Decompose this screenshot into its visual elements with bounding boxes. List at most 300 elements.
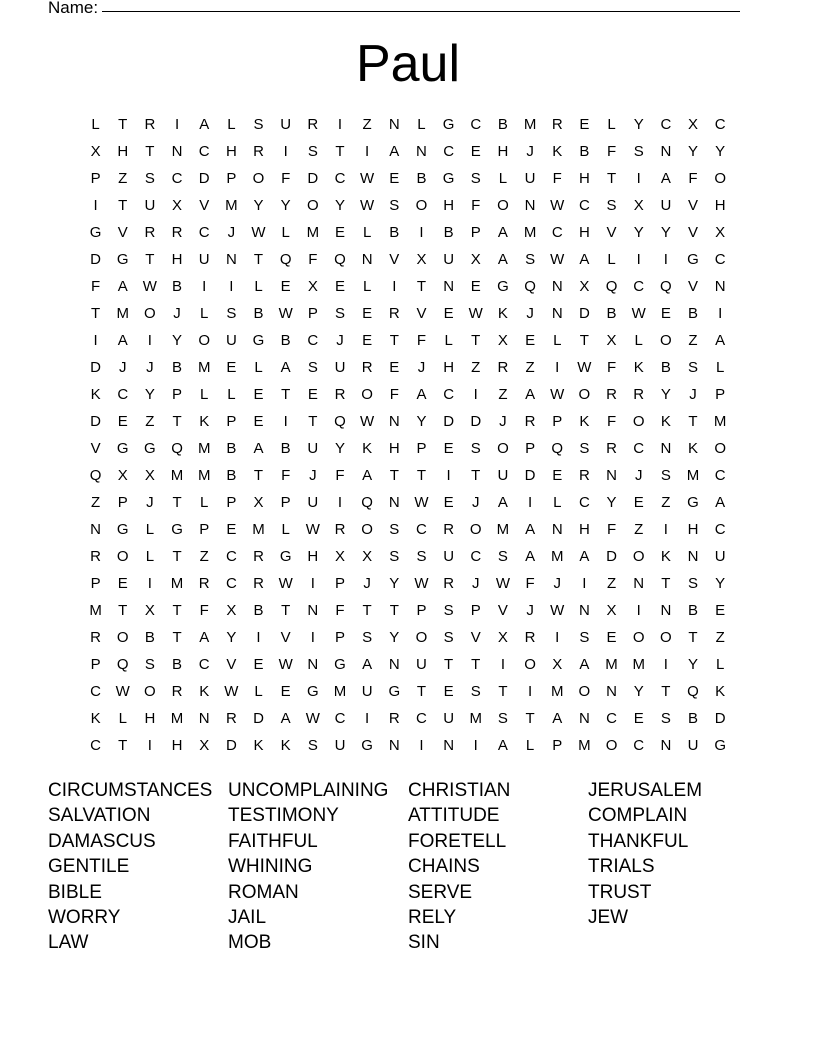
grid-letter[interactable]: I xyxy=(419,737,424,754)
grid-letter[interactable]: N xyxy=(524,197,536,214)
grid-letter[interactable]: T xyxy=(335,143,345,160)
grid-letter[interactable]: A xyxy=(497,224,508,241)
grid-letter[interactable]: A xyxy=(117,332,128,349)
grid-letter[interactable]: C xyxy=(307,332,319,349)
grid-letter[interactable]: H xyxy=(578,224,590,241)
grid-letter[interactable]: D xyxy=(606,548,617,565)
grid-letter[interactable]: B xyxy=(172,359,183,376)
grid-letter[interactable]: N xyxy=(551,278,563,295)
grid-letter[interactable]: E xyxy=(253,413,264,430)
grid-letter[interactable]: M xyxy=(469,710,483,727)
grid-letter[interactable]: S xyxy=(497,548,508,565)
grid-letter[interactable]: N xyxy=(307,656,319,673)
grid-letter[interactable]: W xyxy=(305,521,320,538)
grid-letter[interactable]: Z xyxy=(715,629,725,646)
word-search-grid[interactable] xyxy=(82,111,734,759)
grid-letter[interactable]: O xyxy=(632,413,645,430)
grid-letter[interactable]: X xyxy=(579,278,590,295)
grid-letter[interactable]: L xyxy=(362,224,372,241)
grid-letter[interactable]: M xyxy=(523,116,537,133)
grid-letter[interactable]: F xyxy=(688,170,698,187)
grid-letter[interactable]: B xyxy=(280,440,291,457)
grid-letter[interactable]: D xyxy=(470,413,482,430)
grid-letter[interactable]: N xyxy=(225,251,237,268)
grid-letter[interactable]: M xyxy=(578,737,591,754)
grid-letter[interactable]: R xyxy=(443,521,455,538)
grid-letter[interactable]: L xyxy=(254,683,263,700)
grid-letter[interactable]: P xyxy=(280,494,291,511)
grid-letter[interactable]: V xyxy=(117,224,128,241)
grid-letter[interactable]: Z xyxy=(634,521,644,538)
grid-letter[interactable]: N xyxy=(687,548,699,565)
grid-letter[interactable]: K xyxy=(688,440,699,457)
grid-letter[interactable]: R xyxy=(443,575,455,592)
grid-letter[interactable]: Q xyxy=(660,278,672,295)
grid-letter[interactable]: I xyxy=(555,629,560,646)
grid-letter[interactable]: Y xyxy=(688,143,699,160)
grid-letter[interactable]: S xyxy=(660,710,671,727)
grid-letter[interactable]: Y xyxy=(416,413,427,430)
grid-letter[interactable]: F xyxy=(281,467,291,484)
grid-letter[interactable]: L xyxy=(145,521,155,538)
grid-letter[interactable]: W xyxy=(550,602,565,619)
grid-letter[interactable]: N xyxy=(578,710,590,727)
grid-letter[interactable]: L xyxy=(200,386,209,403)
grid-letter[interactable]: G xyxy=(497,278,509,295)
grid-letter[interactable]: U xyxy=(334,359,346,376)
grid-letter[interactable]: O xyxy=(144,305,156,322)
grid-letter[interactable]: E xyxy=(362,305,373,322)
grid-letter[interactable]: I xyxy=(365,710,370,727)
grid-letter[interactable]: Z xyxy=(362,116,372,133)
grid-letter[interactable]: T xyxy=(90,305,101,322)
grid-letter[interactable]: G xyxy=(171,521,183,538)
grid-letter[interactable]: X xyxy=(606,332,617,349)
grid-letter[interactable]: M xyxy=(496,521,510,538)
grid-letter[interactable]: I xyxy=(527,494,533,511)
grid-letter[interactable]: T xyxy=(145,143,155,160)
grid-letter[interactable]: I xyxy=(419,224,424,241)
grid-letter[interactable]: O xyxy=(578,386,591,403)
grid-letter[interactable]: X xyxy=(253,494,264,511)
grid-letter[interactable]: S xyxy=(443,602,454,619)
grid-letter[interactable]: T xyxy=(688,413,698,430)
grid-letter[interactable]: T xyxy=(389,467,399,484)
grid-letter[interactable]: M xyxy=(632,656,645,673)
grid-letter[interactable]: Y xyxy=(660,386,671,403)
grid-letter[interactable]: S xyxy=(633,143,644,160)
grid-letter[interactable]: T xyxy=(118,602,128,619)
grid-letter[interactable]: I xyxy=(93,332,98,349)
grid-letter[interactable]: D xyxy=(90,359,101,376)
grid-letter[interactable]: U xyxy=(443,548,455,565)
grid-letter[interactable]: L xyxy=(716,656,725,673)
grid-letter[interactable]: R xyxy=(144,116,156,133)
grid-letter[interactable]: O xyxy=(497,197,509,214)
grid-letter[interactable]: X xyxy=(117,467,128,484)
grid-letter[interactable]: B xyxy=(688,305,699,322)
grid-letter[interactable]: O xyxy=(116,629,129,646)
grid-letter[interactable]: O xyxy=(714,440,726,457)
grid-letter[interactable]: D xyxy=(714,710,726,727)
grid-letter[interactable]: N xyxy=(416,143,427,160)
grid-letter[interactable]: B xyxy=(172,656,183,673)
grid-letter[interactable]: T xyxy=(172,413,182,430)
grid-letter[interactable]: F xyxy=(389,386,399,403)
grid-letter[interactable]: C xyxy=(443,143,455,160)
grid-letter[interactable]: W xyxy=(360,197,375,214)
grid-letter[interactable]: E xyxy=(389,359,400,376)
grid-letter[interactable]: S xyxy=(253,116,264,133)
grid-letter[interactable]: O xyxy=(198,332,211,349)
grid-letter[interactable]: W xyxy=(414,575,429,592)
grid-letter[interactable]: I xyxy=(473,386,478,403)
grid-letter[interactable]: C xyxy=(443,386,455,403)
grid-letter[interactable]: M xyxy=(252,521,265,538)
grid-letter[interactable]: Z xyxy=(199,548,209,565)
grid-letter[interactable]: L xyxy=(716,359,725,376)
grid-letter[interactable]: P xyxy=(552,413,563,430)
grid-letter[interactable]: Q xyxy=(334,251,346,268)
grid-letter[interactable]: D xyxy=(225,737,237,754)
grid-letter[interactable]: M xyxy=(306,224,320,241)
grid-letter[interactable]: I xyxy=(310,575,315,592)
grid-letter[interactable]: E xyxy=(525,332,536,349)
grid-letter[interactable]: B xyxy=(688,602,699,619)
grid-letter[interactable]: W xyxy=(577,359,592,376)
grid-letter[interactable]: L xyxy=(281,224,290,241)
grid-letter[interactable]: G xyxy=(388,683,401,700)
grid-letter[interactable]: H xyxy=(307,548,319,565)
grid-letter[interactable]: M xyxy=(550,548,564,565)
grid-letter[interactable]: I xyxy=(582,575,587,592)
grid-letter[interactable]: P xyxy=(90,575,101,592)
grid-letter[interactable]: T xyxy=(389,332,399,349)
grid-letter[interactable]: P xyxy=(90,170,101,187)
grid-letter[interactable]: C xyxy=(90,683,101,700)
grid-letter[interactable]: F xyxy=(471,197,481,214)
grid-letter[interactable]: R xyxy=(497,359,509,376)
grid-letter[interactable]: E xyxy=(443,305,454,322)
grid-letter[interactable]: Y xyxy=(660,224,671,241)
grid-letter[interactable]: L xyxy=(200,494,209,511)
grid-letter[interactable]: H xyxy=(388,440,400,457)
grid-letter[interactable]: S xyxy=(688,575,699,592)
grid-letter[interactable]: A xyxy=(552,710,563,727)
grid-letter[interactable]: R xyxy=(606,386,617,403)
grid-letter[interactable]: Y xyxy=(633,224,644,241)
grid-letter[interactable]: E xyxy=(253,656,264,673)
grid-letter[interactable]: J xyxy=(526,305,534,322)
grid-letter[interactable]: Z xyxy=(525,359,535,376)
grid-letter[interactable]: T xyxy=(416,683,427,700)
grid-letter[interactable]: P xyxy=(470,602,481,619)
grid-letter[interactable]: Y xyxy=(606,494,617,511)
grid-letter[interactable]: I xyxy=(473,737,478,754)
grid-letter[interactable]: V xyxy=(497,602,508,619)
grid-letter[interactable]: T xyxy=(172,629,182,646)
grid-letter[interactable]: A xyxy=(715,332,726,349)
grid-letter[interactable]: P xyxy=(90,656,101,673)
grid-letter[interactable]: J xyxy=(553,575,561,592)
grid-letter[interactable]: L xyxy=(227,386,236,403)
grid-letter[interactable]: M xyxy=(686,467,700,484)
grid-letter[interactable]: P xyxy=(715,386,726,403)
grid-letter[interactable]: I xyxy=(283,413,288,430)
grid-letter[interactable]: Y xyxy=(144,386,155,403)
grid-letter[interactable]: I xyxy=(310,629,315,646)
grid-letter[interactable]: Q xyxy=(687,683,699,700)
grid-letter[interactable]: V xyxy=(280,629,291,646)
grid-letter[interactable]: E xyxy=(443,440,454,457)
grid-letter[interactable]: K xyxy=(660,548,671,565)
grid-letter[interactable]: O xyxy=(144,683,156,700)
grid-letter[interactable]: J xyxy=(336,332,344,349)
grid-letter[interactable]: T xyxy=(525,710,535,727)
grid-letter[interactable]: J xyxy=(417,359,426,376)
grid-letter[interactable]: U xyxy=(687,737,699,754)
grid-letter[interactable]: N xyxy=(171,143,183,160)
grid-letter[interactable]: S xyxy=(443,629,454,646)
grid-letter[interactable]: P xyxy=(226,170,237,187)
grid-letter[interactable]: J xyxy=(472,575,480,592)
grid-letter[interactable]: N xyxy=(606,683,617,700)
grid-letter[interactable]: G xyxy=(89,224,102,241)
grid-letter[interactable]: C xyxy=(633,278,645,295)
grid-letter[interactable]: L xyxy=(498,170,508,187)
grid-letter[interactable]: C xyxy=(198,143,210,160)
grid-letter[interactable]: C xyxy=(470,116,482,133)
grid-letter[interactable]: S xyxy=(470,683,481,700)
grid-letter[interactable]: F xyxy=(281,170,291,187)
grid-letter[interactable]: J xyxy=(689,386,697,403)
grid-letter[interactable]: P xyxy=(416,602,427,619)
grid-letter[interactable]: W xyxy=(278,575,293,592)
grid-letter[interactable]: E xyxy=(280,683,291,700)
grid-letter[interactable]: K xyxy=(552,143,563,160)
grid-letter[interactable]: M xyxy=(170,467,184,484)
grid-letter[interactable]: P xyxy=(334,575,345,592)
grid-letter[interactable]: I xyxy=(636,170,641,187)
grid-letter[interactable]: T xyxy=(281,602,291,619)
grid-letter[interactable]: E xyxy=(226,359,237,376)
grid-letter[interactable]: I xyxy=(555,359,560,376)
grid-letter[interactable]: L xyxy=(227,116,236,133)
grid-letter[interactable]: S xyxy=(389,548,400,565)
grid-letter[interactable]: X xyxy=(470,251,481,268)
grid-letter[interactable]: G xyxy=(252,332,265,349)
grid-letter[interactable]: D xyxy=(307,170,319,187)
grid-letter[interactable]: I xyxy=(229,278,234,295)
grid-letter[interactable]: S xyxy=(606,197,617,214)
grid-letter[interactable]: U xyxy=(714,548,726,565)
grid-letter[interactable]: B xyxy=(253,305,264,322)
grid-letter[interactable]: L xyxy=(91,116,100,133)
grid-letter[interactable]: J xyxy=(173,305,181,322)
grid-letter[interactable]: N xyxy=(198,710,210,727)
grid-letter[interactable]: K xyxy=(90,710,101,727)
grid-letter[interactable]: R xyxy=(524,629,536,646)
grid-letter[interactable]: X xyxy=(362,548,373,565)
grid-letter[interactable]: H xyxy=(578,170,590,187)
grid-letter[interactable]: K xyxy=(280,737,291,754)
grid-letter[interactable]: V xyxy=(389,251,400,268)
grid-letter[interactable]: X xyxy=(552,656,563,673)
grid-letter[interactable]: O xyxy=(524,656,536,673)
grid-letter[interactable]: Q xyxy=(524,278,536,295)
grid-letter[interactable]: U xyxy=(334,737,346,754)
grid-letter[interactable]: O xyxy=(632,629,645,646)
grid-letter[interactable]: T xyxy=(308,413,318,430)
grid-letter[interactable]: T xyxy=(661,575,671,592)
grid-letter[interactable]: X xyxy=(307,278,318,295)
grid-letter[interactable]: M xyxy=(116,305,129,322)
grid-letter[interactable]: F xyxy=(606,413,617,430)
grid-letter[interactable]: L xyxy=(200,305,209,322)
grid-letter[interactable]: L xyxy=(607,116,616,133)
grid-letter[interactable]: W xyxy=(550,197,565,214)
grid-letter[interactable]: B xyxy=(280,332,291,349)
grid-letter[interactable]: N xyxy=(388,737,400,754)
grid-letter[interactable]: A xyxy=(525,386,536,403)
grid-letter[interactable]: J xyxy=(634,467,643,484)
grid-letter[interactable]: D xyxy=(198,170,210,187)
grid-letter[interactable]: L xyxy=(444,332,453,349)
grid-letter[interactable]: N xyxy=(660,143,672,160)
grid-letter[interactable]: R xyxy=(225,710,237,727)
grid-letter[interactable]: W xyxy=(414,494,429,511)
grid-letter[interactable]: R xyxy=(253,548,264,565)
grid-letter[interactable]: O xyxy=(306,197,319,214)
grid-letter[interactable]: E xyxy=(633,710,644,727)
grid-letter[interactable]: Q xyxy=(279,251,292,268)
grid-letter[interactable]: X xyxy=(606,602,617,619)
grid-letter[interactable]: U xyxy=(280,116,292,133)
grid-letter[interactable]: D xyxy=(90,413,101,430)
grid-letter[interactable]: V xyxy=(688,197,699,214)
grid-letter[interactable]: U xyxy=(660,197,672,214)
grid-letter[interactable]: C xyxy=(578,197,590,214)
grid-letter[interactable]: N xyxy=(660,602,672,619)
grid-letter[interactable]: C xyxy=(633,737,645,754)
grid-letter[interactable]: E xyxy=(334,278,345,295)
grid-letter[interactable]: T xyxy=(281,386,291,403)
grid-letter[interactable]: S xyxy=(470,440,481,457)
grid-letter[interactable]: Y xyxy=(334,197,345,214)
grid-letter[interactable]: B xyxy=(172,278,183,295)
grid-letter[interactable]: R xyxy=(90,548,101,565)
grid-letter[interactable]: R xyxy=(171,224,183,241)
grid-letter[interactable]: T xyxy=(579,332,589,349)
grid-letter[interactable]: S xyxy=(497,710,508,727)
grid-letter[interactable]: G xyxy=(361,737,373,754)
grid-letter[interactable]: F xyxy=(199,602,209,619)
grid-letter[interactable]: A xyxy=(525,521,536,538)
grid-letter[interactable]: G xyxy=(116,440,129,457)
grid-letter[interactable]: R xyxy=(144,224,156,241)
grid-letter[interactable]: T xyxy=(118,197,128,214)
grid-letter[interactable]: B xyxy=(660,359,671,376)
grid-letter[interactable]: X xyxy=(715,224,726,241)
grid-letter[interactable]: W xyxy=(278,305,293,322)
grid-letter[interactable]: I xyxy=(446,467,451,484)
grid-letter[interactable]: S xyxy=(307,737,318,754)
grid-letter[interactable]: F xyxy=(606,521,617,538)
grid-letter[interactable]: R xyxy=(334,386,346,403)
grid-letter[interactable]: H xyxy=(578,521,590,538)
grid-letter[interactable]: R xyxy=(388,710,400,727)
grid-letter[interactable]: T xyxy=(118,737,128,754)
grid-letter[interactable]: J xyxy=(227,224,236,241)
grid-letter[interactable]: O xyxy=(605,737,618,754)
grid-letter[interactable]: G xyxy=(687,494,699,511)
grid-letter[interactable]: E xyxy=(443,494,454,511)
grid-letter[interactable]: T xyxy=(444,656,454,673)
grid-letter[interactable]: Y xyxy=(253,197,264,214)
grid-letter[interactable]: Y xyxy=(688,656,699,673)
grid-letter[interactable]: L xyxy=(362,278,372,295)
grid-letter[interactable]: U xyxy=(198,251,210,268)
grid-letter[interactable]: O xyxy=(361,521,373,538)
grid-letter[interactable]: R xyxy=(198,575,210,592)
grid-letter[interactable]: I xyxy=(337,494,343,511)
grid-letter[interactable]: I xyxy=(147,332,152,349)
grid-letter[interactable]: N xyxy=(633,575,645,592)
grid-letter[interactable]: C xyxy=(416,710,427,727)
grid-letter[interactable]: I xyxy=(500,656,505,673)
grid-letter[interactable]: N xyxy=(714,278,726,295)
grid-letter[interactable]: J xyxy=(526,143,534,160)
grid-letter[interactable]: P xyxy=(525,440,536,457)
grid-letter[interactable]: V xyxy=(199,197,210,214)
grid-letter[interactable]: H xyxy=(443,197,455,214)
grid-letter[interactable]: X xyxy=(144,602,155,619)
grid-letter[interactable]: N xyxy=(660,440,672,457)
grid-letter[interactable]: A xyxy=(199,629,210,646)
grid-letter[interactable]: T xyxy=(471,332,481,349)
grid-letter[interactable]: E xyxy=(633,494,644,511)
grid-letter[interactable]: A xyxy=(579,656,590,673)
grid-letter[interactable]: U xyxy=(416,656,427,673)
grid-letter[interactable]: A xyxy=(660,170,671,187)
grid-letter[interactable]: W xyxy=(278,656,293,673)
grid-letter[interactable]: W xyxy=(360,413,375,430)
grid-letter[interactable]: B xyxy=(144,629,155,646)
grid-letter[interactable]: U xyxy=(307,494,319,511)
grid-letter[interactable]: Z xyxy=(688,332,698,349)
grid-letter[interactable]: G xyxy=(144,440,156,457)
grid-letter[interactable]: A xyxy=(497,251,508,268)
grid-letter[interactable]: C xyxy=(714,116,726,133)
grid-letter[interactable]: L xyxy=(553,494,562,511)
grid-letter[interactable]: J xyxy=(363,575,371,592)
grid-letter[interactable]: A xyxy=(497,737,508,754)
grid-letter[interactable]: W xyxy=(115,683,130,700)
grid-letter[interactable]: P xyxy=(226,494,237,511)
grid-letter[interactable]: F xyxy=(416,332,427,349)
grid-letter[interactable]: E xyxy=(443,683,454,700)
grid-letter[interactable]: E xyxy=(552,467,563,484)
grid-letter[interactable]: C xyxy=(660,116,672,133)
grid-letter[interactable]: A xyxy=(117,278,128,295)
grid-letter[interactable]: N xyxy=(361,251,373,268)
grid-letter[interactable]: O xyxy=(497,440,509,457)
grid-letter[interactable]: Z xyxy=(661,494,671,511)
grid-letter[interactable]: J xyxy=(118,359,127,376)
grid-letter[interactable]: Y xyxy=(389,575,400,592)
grid-letter[interactable]: B xyxy=(497,116,508,133)
grid-letter[interactable]: W xyxy=(550,386,565,403)
